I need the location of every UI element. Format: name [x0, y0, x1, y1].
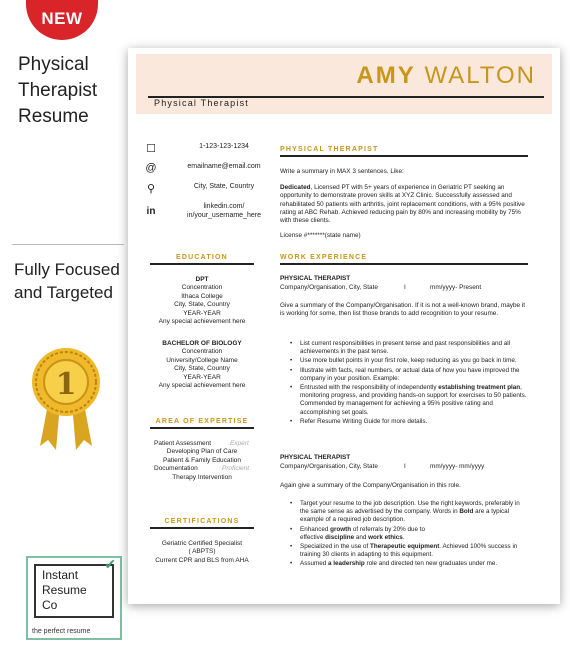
checkmark-icon: ✔: [104, 556, 116, 572]
degree-name: DPT: [195, 276, 209, 283]
work-rule: [280, 263, 528, 265]
last-name: WALTON: [424, 62, 536, 89]
summary-body: [280, 184, 530, 225]
job-bullet: • List current responsibilities in present tense and past responsibilities and all achievements in the past tense.: [290, 340, 530, 356]
skill-row: [142, 448, 262, 456]
bullet-text: of referrals by 20% due to: [351, 525, 425, 533]
at-sign-icon: @: [145, 162, 157, 174]
skill-name: Developing Plan of Care: [166, 448, 238, 456]
linkedin-line: linkedin.com/: [203, 203, 245, 210]
promo-divider: [12, 244, 124, 245]
bullet-text: and: [354, 533, 369, 541]
bullet-keyword: growth: [330, 525, 352, 533]
promo-tag-line: and Targeted: [14, 283, 113, 302]
certification: ( ABPTS): [188, 548, 216, 556]
certifications-title: CERTIFICATIONS: [164, 518, 240, 525]
linkedin-line: in/your_username_here: [187, 212, 261, 219]
education-rule: [150, 263, 254, 265]
job-bullet: [290, 500, 530, 525]
logo-frame: [34, 564, 114, 618]
linkedin-icon: in: [146, 206, 156, 217]
phone-icon: ☐: [146, 143, 156, 155]
skill-name: Documentation: [154, 465, 198, 473]
education-entry: [142, 276, 262, 326]
job-bullet: [290, 384, 530, 417]
certification: Geriatric Certified Specialist: [161, 540, 243, 547]
skill-row: [154, 440, 264, 448]
job-bullets: [290, 340, 530, 427]
logo-tagline: the perfect resume: [32, 628, 91, 635]
skill-row: [142, 474, 262, 482]
school: University/College Name: [166, 356, 238, 364]
header-role: Physical Therapist: [154, 98, 249, 108]
promo-title-line: Physical: [18, 54, 89, 75]
resume-page: [128, 48, 560, 604]
job-meta: [280, 463, 530, 471]
certifications-list: [142, 540, 262, 565]
bullet-text: . Achieved 100% success in training 30 clients in adapting to this equipment.: [300, 543, 518, 559]
job-bullet: [290, 526, 530, 542]
bullet-keyword: Therapeutic equipment: [370, 543, 440, 551]
bullet-text: Enhanced: [300, 525, 331, 533]
skill-name: Patient Assessment: [154, 440, 212, 447]
promo-title: [18, 52, 128, 130]
school-place: City, State, Country: [174, 301, 230, 309]
degree: [142, 340, 262, 348]
gold-medal-icon: [26, 342, 106, 452]
bullet-keyword: work ethics: [368, 533, 403, 541]
skill-name: Therapy Intervention: [172, 473, 232, 481]
job-role: PHYSICAL THERAPIST: [280, 275, 351, 282]
summary-text: , Licensed PT with 5+ years of experience in Geriatric PT seeking an opportunity to demonstrate proven skills at XYZ Clinic. Successfully assessed and rehabilitated 50 patients with arthritis, joint replacement conditions, with a 95% positive rating at ABC Rehab. Achieved reducing pain by 80% and increasing mobility by 75% with these clients.: [280, 184, 525, 225]
medal-number: 1: [55, 367, 77, 402]
bullet-keyword: discipline: [325, 533, 355, 541]
bullet-keyword: a leadership: [328, 560, 365, 568]
logo-line: Co: [42, 598, 58, 612]
bullet-text: effective: [300, 533, 326, 541]
bullet-keyword: Bold: [459, 508, 474, 516]
school: Ithaca College: [181, 292, 223, 300]
first-name: AMY: [356, 62, 416, 89]
summary-title: PHYSICAL THERAPIST: [280, 146, 379, 153]
achievement: Any special achievement here: [158, 382, 246, 390]
job-meta: [280, 284, 530, 292]
job-dates: mm/yyyy- Present: [430, 284, 482, 291]
bullet-text: , monitoring progress, and providing hands-on support for exercises to 50 patients. Commended by management for achieving a 95% positive rating and accomplishing set goals.: [300, 384, 527, 416]
new-badge: NEW: [26, 0, 98, 40]
location-pin-icon: ⚲: [146, 183, 156, 195]
job-separator: I: [404, 463, 406, 470]
certification: Current CPR and BLS from AHA: [155, 556, 249, 564]
school-place: City, State, Country: [174, 365, 230, 373]
bullet-text: role and directed ten new graduates under me.: [364, 560, 498, 568]
location-text: City, State, Country: [193, 183, 255, 190]
skill-row: [142, 457, 262, 465]
years: YEAR-YEAR: [183, 309, 221, 317]
job-dates: mm/yyyy- mm/yyyy: [430, 463, 485, 470]
job-bullet: [290, 560, 530, 568]
phone-text: 1-123-123-1234: [199, 143, 249, 150]
job-bullet: • Use more bullet points in your first role, keep reducing as you go back in time.: [290, 357, 530, 365]
concentration: Concentration: [181, 348, 223, 356]
job-bullet: • Refer Resume Writing Guide for more details.: [290, 418, 530, 426]
job-org: Company/Organisation, City, State: [280, 284, 378, 291]
expertise-title: AREA OF EXPERTISE: [155, 418, 249, 425]
job-description: Again give a summary of the Company/Organisation in this role.: [280, 482, 461, 489]
work-title: WORK EXPERIENCE: [280, 254, 368, 261]
years: YEAR-YEAR: [183, 373, 221, 381]
bullet-text: Entrusted with the responsibility of independently: [300, 384, 439, 392]
candidate-name: [356, 62, 536, 90]
logo-line: Resume: [42, 583, 87, 597]
skill-name: Patient & Family Education: [162, 456, 242, 464]
email-text: emailname@email.com: [187, 163, 261, 170]
achievement: Any special achievement here: [158, 318, 246, 326]
job-role: PHYSICAL THERAPIST: [280, 454, 351, 461]
job-bullet: • Illustrate with facts, real numbers, or actual data of how you have improved the company in your position. Example:: [290, 367, 530, 383]
job-bullet: [290, 543, 530, 559]
skill-level: Expert: [230, 440, 249, 447]
summary-lead: Dedicated: [280, 184, 311, 191]
skill-level: Proficient: [222, 465, 250, 473]
job-separator: I: [404, 284, 406, 291]
bullet-text: Target your resume to the job description. Use the right keywords, preferably in the same sense as advertised by the company. Words in: [300, 500, 520, 516]
degree: [142, 276, 262, 284]
promo-title-line: Therapist: [18, 80, 98, 101]
degree-name: BACHELOR OF BIOLOGY: [162, 340, 242, 347]
bullet-text: Assumed: [300, 560, 328, 568]
job-bullets: [290, 500, 530, 570]
license-line: License #*******(state name): [280, 232, 361, 239]
promo-tagline: [14, 258, 124, 304]
summary-rule: [280, 155, 528, 157]
bullet-text: are a typical example of a required job description.: [300, 508, 510, 524]
promo-title-line: Resume: [18, 106, 89, 127]
summary-intro: Write a summary in MAX 3 sentences. Like:: [280, 168, 404, 175]
bullet-keyword: establishing treatment plan: [438, 384, 521, 392]
logo-line: Instant: [42, 568, 79, 582]
education-entry: [142, 340, 262, 390]
concentration: Concentration: [181, 284, 223, 292]
instant-resume-co-logo: [26, 556, 122, 640]
job-description: Give a summary of the Company/Organisation. If it is not a well-known brand, maybe it is working for some, then list those brands to add recognition to your resume.: [280, 302, 526, 318]
job-org: Company/Organisation, City, State: [280, 463, 378, 470]
bullet-text: Specialized in the use of: [300, 543, 371, 551]
skill-row: [154, 465, 264, 473]
promo-tag-line: Fully Focused: [14, 260, 120, 279]
education-title: EDUCATION: [176, 254, 228, 261]
expertise-rule: [150, 427, 254, 429]
bullet-text: .: [402, 533, 405, 541]
certifications-rule: [150, 527, 254, 529]
linkedin-text: [174, 202, 274, 220]
